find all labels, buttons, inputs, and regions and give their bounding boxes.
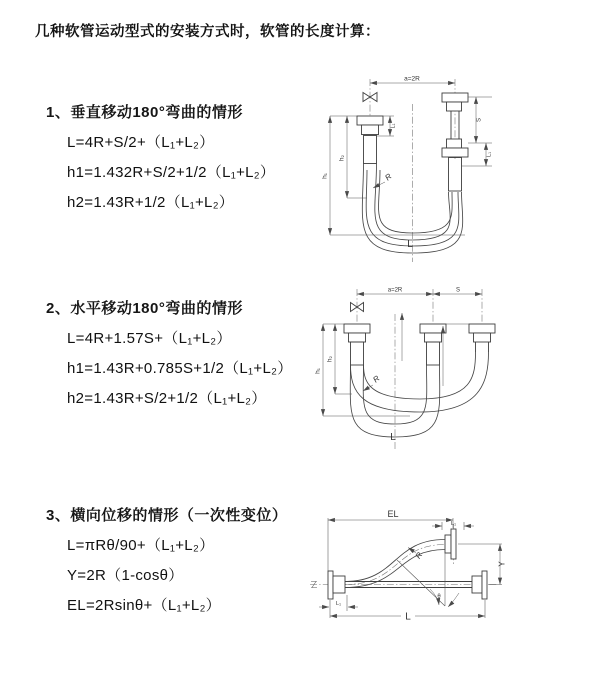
diagram-vertical-180-bend	[310, 66, 595, 268]
diagram-1-svg	[310, 66, 595, 268]
centerlines	[310, 524, 497, 585]
hose-u-loop-position-2	[351, 352, 489, 412]
braided-hose-section	[427, 342, 440, 365]
centerlines	[357, 289, 482, 449]
radius-label: R	[371, 373, 382, 385]
dimension-s	[433, 288, 482, 295]
length-label: L	[390, 432, 396, 443]
dim-label-s: S	[455, 287, 461, 294]
page-title: 几种软管运动型式的安装方式时，软管的长度计算：	[35, 24, 380, 40]
section-2-formula-h2: h2=1.43R+S/2+1/2（L₁+L₂）	[67, 389, 267, 407]
dim-label-h2: h₂	[326, 355, 334, 363]
dim-label-h1: h₁	[314, 368, 322, 374]
section-3-heading: 3、横向位移的情形（一次性变位）	[46, 507, 288, 524]
section-1-formula-h2: h2=1.43R+1/2（L₁+L₂）	[67, 193, 235, 211]
dimension-s	[468, 97, 492, 143]
middle-pipe-end	[420, 324, 446, 365]
dim-label-l1-right: L₁	[486, 152, 493, 157]
radius-label: R	[413, 550, 425, 561]
section-1-heading: 1、垂直移动180°弯曲的情形	[46, 104, 243, 121]
dim-label-h1: h₁	[321, 173, 329, 179]
braided-hose-section	[364, 136, 377, 164]
left-flange	[328, 571, 345, 599]
braided-hose-section	[351, 342, 364, 365]
dim-label-l1-top: L₁	[451, 521, 456, 527]
section-3-formula-L: L=πRθ/90+（L₁+L₂）	[67, 536, 215, 554]
right-pipe-end	[442, 93, 468, 191]
radius-label: R	[383, 171, 394, 183]
moved-pipe-end	[469, 324, 495, 352]
dim-label-l1-bottom: L₁	[336, 601, 341, 607]
length-label: L	[405, 611, 411, 623]
section-1	[46, 104, 275, 211]
dim-label-y: Y	[497, 561, 507, 567]
left-pipe-end	[344, 324, 370, 365]
section-2-formula-L: L=4R+1.57S+（L₁+L₂）	[67, 329, 232, 347]
section-3-formula-Y: Y=2R（1-cosθ）	[67, 566, 184, 584]
diagram-3-svg	[305, 504, 600, 654]
section-2-formula-h1: h1=1.43R+0.785S+1/2（L₁+L₂）	[67, 359, 293, 377]
dimension-h1	[322, 116, 466, 235]
section-2	[46, 300, 293, 407]
elevated-flange	[445, 529, 456, 559]
dim-label-h2: h₂	[338, 154, 346, 162]
dim-label-s: S	[476, 117, 483, 123]
left-pipe-end	[357, 116, 383, 164]
dim-label-a2r: a=2R	[387, 287, 403, 294]
section-2-heading: 2、水平移动180°弯曲的情形	[46, 300, 243, 317]
diagram-2-svg	[310, 281, 600, 459]
section-3	[46, 507, 287, 614]
length-label: L	[407, 239, 413, 250]
section-3-formula-EL: EL=2Rsinθ+（L₁+L₂）	[67, 596, 221, 614]
dim-label-l1-left: L₁	[390, 123, 397, 129]
diagram-horizontal-180-bend	[310, 281, 600, 459]
dim-label-a2r: a=2R	[404, 75, 420, 83]
dimension-l	[330, 600, 485, 623]
section-1-formula-L: L=4R+S/2+（L₁+L₂）	[67, 133, 215, 151]
theta-label: θ	[437, 594, 441, 600]
braided-hose-section	[449, 158, 462, 192]
displaced-hose	[345, 540, 445, 588]
dim-label-el: EL	[387, 509, 399, 519]
dimension-l1-bottom	[319, 595, 358, 611]
dimension-a2r	[370, 76, 455, 84]
section-1-formula-h1: h1=1.432R+S/2+1/2（L₁+L₂）	[67, 163, 276, 181]
right-flange	[472, 571, 487, 599]
dimension-a2r	[357, 288, 433, 295]
diagram-lateral-displacement	[305, 504, 600, 654]
